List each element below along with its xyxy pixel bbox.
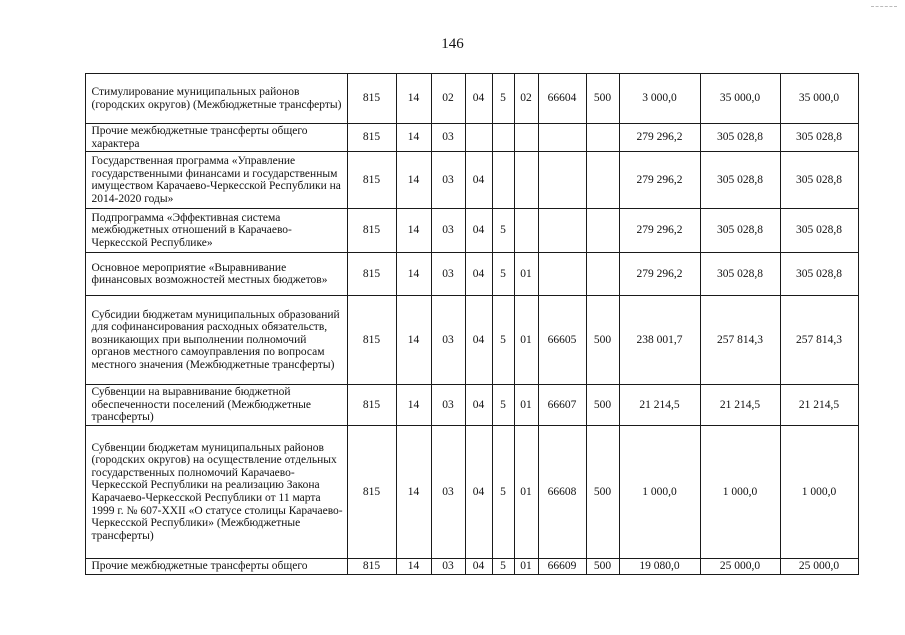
code-subprogram: 5 xyxy=(492,253,514,296)
code-subsection: 03 xyxy=(431,209,465,253)
row-name: Субвенции бюджетам муниципальных районов (городских округов) на осуществление отдельных государственных полномочий Карачаево-Черкесской Республики на реализацию Закона Карачаево-Черкесской Республики от 11 марта 1999 г. № 607-XXII «О статусе столицы Карачаево-Черкесской Республики» (Межбюджетные трансферты) xyxy=(85,425,347,558)
code-measure xyxy=(514,124,538,152)
budget-table xyxy=(77,73,859,575)
row-name: Основное мероприятие «Выравнивание финансовых возможностей местных бюджетов» xyxy=(85,253,347,296)
amount-year-2: 257 814,3 xyxy=(700,296,780,385)
code-ministry: 815 xyxy=(347,124,396,152)
code-section: 14 xyxy=(396,74,431,124)
code-expense-type: 500 xyxy=(586,558,619,574)
row-name: Подпрограмма «Эффективная система межбюджетных отношений в Карачаево-Черкесской Республике» xyxy=(85,209,347,253)
code-subprogram: 5 xyxy=(492,385,514,426)
code-subsection: 03 xyxy=(431,425,465,558)
amount-year-3: 305 028,8 xyxy=(780,124,858,152)
scan-artifact-mark xyxy=(871,6,897,7)
row-name: Субвенции на выравнивание бюджетной обеспеченности поселений (Межбюджетные трансферты) xyxy=(85,385,347,426)
code-program: 04 xyxy=(465,385,492,426)
code-section: 14 xyxy=(396,558,431,574)
code-subsection: 03 xyxy=(431,152,465,209)
code-expense-type: 500 xyxy=(586,74,619,124)
table-row xyxy=(77,152,858,209)
code-direction: 66604 xyxy=(538,74,586,124)
code-ministry: 815 xyxy=(347,425,396,558)
amount-year-1: 19 080,0 xyxy=(619,558,700,574)
code-subprogram: 5 xyxy=(492,74,514,124)
code-expense-type xyxy=(586,209,619,253)
amount-year-1: 21 214,5 xyxy=(619,385,700,426)
row-margin-cell xyxy=(77,209,85,253)
row-name: Субсидии бюджетам муниципальных образований для софинансирования расходных обязательств, возникающих при выполнении полномочий органов местного самоуправления по вопросам местного значения (Межбюджетные трансферты) xyxy=(85,296,347,385)
amount-year-3: 305 028,8 xyxy=(780,152,858,209)
code-section: 14 xyxy=(396,253,431,296)
row-margin-cell xyxy=(77,124,85,152)
table-row xyxy=(77,296,858,385)
amount-year-2: 305 028,8 xyxy=(700,209,780,253)
code-ministry: 815 xyxy=(347,385,396,426)
table-row xyxy=(77,425,858,558)
code-subsection: 03 xyxy=(431,253,465,296)
table-row xyxy=(77,209,858,253)
code-ministry: 815 xyxy=(347,74,396,124)
table-body xyxy=(77,74,858,575)
code-subprogram: 5 xyxy=(492,209,514,253)
code-program: 04 xyxy=(465,558,492,574)
code-direction: 66605 xyxy=(538,296,586,385)
amount-year-3: 305 028,8 xyxy=(780,209,858,253)
code-expense-type xyxy=(586,124,619,152)
amount-year-3: 35 000,0 xyxy=(780,74,858,124)
amount-year-1: 238 001,7 xyxy=(619,296,700,385)
code-expense-type xyxy=(586,253,619,296)
code-expense-type: 500 xyxy=(586,425,619,558)
code-subsection: 02 xyxy=(431,74,465,124)
code-measure: 01 xyxy=(514,385,538,426)
code-program: 04 xyxy=(465,296,492,385)
code-ministry: 815 xyxy=(347,209,396,253)
amount-year-3: 25 000,0 xyxy=(780,558,858,574)
amount-year-3: 1 000,0 xyxy=(780,425,858,558)
code-ministry: 815 xyxy=(347,253,396,296)
code-direction xyxy=(538,253,586,296)
amount-year-2: 305 028,8 xyxy=(700,152,780,209)
code-program: 04 xyxy=(465,152,492,209)
code-subsection: 03 xyxy=(431,124,465,152)
row-margin-cell xyxy=(77,74,85,124)
amount-year-3: 305 028,8 xyxy=(780,253,858,296)
code-measure: 01 xyxy=(514,296,538,385)
amount-year-2: 25 000,0 xyxy=(700,558,780,574)
code-direction: 66609 xyxy=(538,558,586,574)
amount-year-1: 279 296,2 xyxy=(619,124,700,152)
code-measure: 01 xyxy=(514,425,538,558)
code-expense-type xyxy=(586,152,619,209)
row-margin-cell xyxy=(77,152,85,209)
code-expense-type: 500 xyxy=(586,296,619,385)
code-section: 14 xyxy=(396,425,431,558)
row-margin-cell xyxy=(77,296,85,385)
code-ministry: 815 xyxy=(347,152,396,209)
amount-year-2: 35 000,0 xyxy=(700,74,780,124)
code-direction xyxy=(538,124,586,152)
code-measure xyxy=(514,209,538,253)
row-margin-cell xyxy=(77,253,85,296)
amount-year-1: 3 000,0 xyxy=(619,74,700,124)
table-row xyxy=(77,385,858,426)
code-subprogram: 5 xyxy=(492,296,514,385)
code-section: 14 xyxy=(396,152,431,209)
code-section: 14 xyxy=(396,124,431,152)
code-direction: 66607 xyxy=(538,385,586,426)
code-measure xyxy=(514,152,538,209)
code-direction: 66608 xyxy=(538,425,586,558)
code-subprogram xyxy=(492,124,514,152)
amount-year-3: 21 214,5 xyxy=(780,385,858,426)
page-number: 146 xyxy=(441,36,464,52)
row-margin-cell xyxy=(77,558,85,574)
code-subprogram xyxy=(492,152,514,209)
amount-year-2: 1 000,0 xyxy=(700,425,780,558)
amount-year-1: 279 296,2 xyxy=(619,209,700,253)
row-name: Стимулирование муниципальных районов (городских округов) (Межбюджетные трансферты) xyxy=(85,74,347,124)
code-measure: 01 xyxy=(514,558,538,574)
code-direction xyxy=(538,209,586,253)
table-row xyxy=(77,124,858,152)
row-name: Прочие межбюджетные трансферты общего характера xyxy=(85,124,347,152)
code-ministry: 815 xyxy=(347,296,396,385)
row-name: Прочие межбюджетные трансферты общего xyxy=(85,558,347,574)
code-subsection: 03 xyxy=(431,296,465,385)
row-name: Государственная программа «Управление государственными финансами и государственным имуществом Карачаево-Черкесской Республики на 2014-2020 годы» xyxy=(85,152,347,209)
code-program: 04 xyxy=(465,74,492,124)
code-direction xyxy=(538,152,586,209)
row-margin-cell xyxy=(77,385,85,426)
amount-year-2: 305 028,8 xyxy=(700,124,780,152)
table-row xyxy=(77,558,858,574)
code-subprogram: 5 xyxy=(492,425,514,558)
amount-year-1: 1 000,0 xyxy=(619,425,700,558)
code-measure: 02 xyxy=(514,74,538,124)
amount-year-1: 279 296,2 xyxy=(619,152,700,209)
code-section: 14 xyxy=(396,209,431,253)
code-expense-type: 500 xyxy=(586,385,619,426)
code-subprogram: 5 xyxy=(492,558,514,574)
code-program: 04 xyxy=(465,209,492,253)
code-program xyxy=(465,124,492,152)
code-program: 04 xyxy=(465,425,492,558)
code-section: 14 xyxy=(396,385,431,426)
table-row xyxy=(77,74,858,124)
code-subsection: 03 xyxy=(431,385,465,426)
amount-year-2: 21 214,5 xyxy=(700,385,780,426)
amount-year-3: 257 814,3 xyxy=(780,296,858,385)
amount-year-2: 305 028,8 xyxy=(700,253,780,296)
code-measure: 01 xyxy=(514,253,538,296)
code-program: 04 xyxy=(465,253,492,296)
code-section: 14 xyxy=(396,296,431,385)
code-subsection: 03 xyxy=(431,558,465,574)
code-ministry: 815 xyxy=(347,558,396,574)
table-row xyxy=(77,253,858,296)
amount-year-1: 279 296,2 xyxy=(619,253,700,296)
row-margin-cell xyxy=(77,425,85,558)
